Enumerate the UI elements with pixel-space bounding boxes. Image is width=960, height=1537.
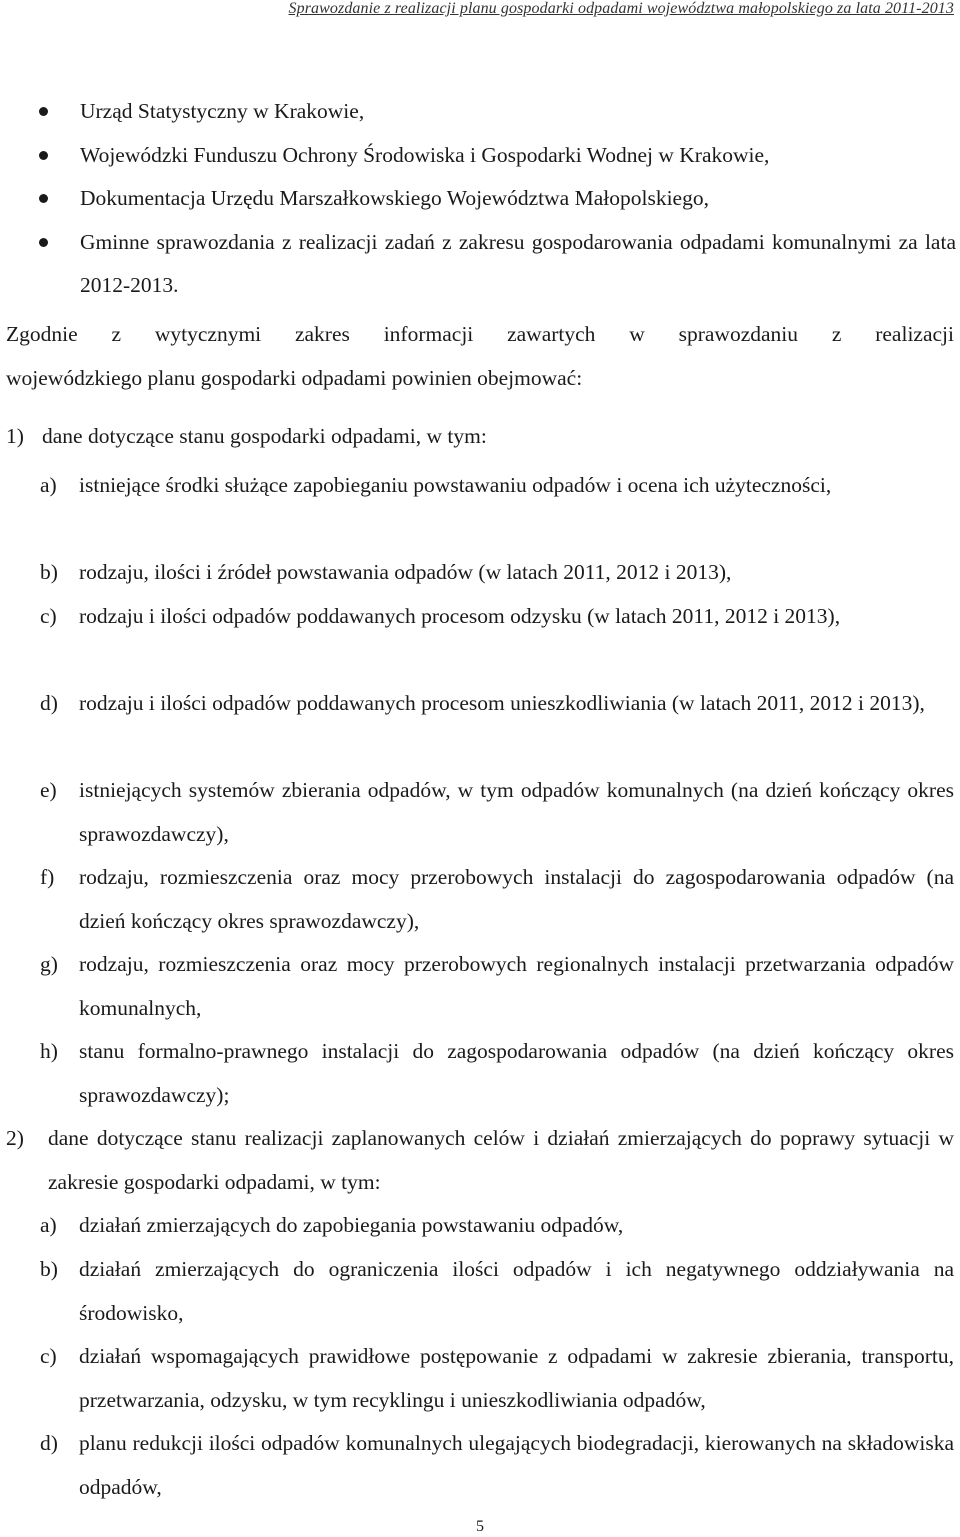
item-label: d) xyxy=(40,691,58,715)
list-item xyxy=(40,551,954,595)
item-label: c) xyxy=(40,604,57,628)
item-label: c) xyxy=(40,1344,57,1368)
page-number: 5 xyxy=(476,1518,484,1535)
intro-line: Zgodnie z wytycznymi zakres informacji zawartych w sprawozdaniu z realizacji xyxy=(6,322,954,346)
list-item xyxy=(40,595,954,639)
list-item: Wojewódzki Funduszu Ochrony Środowiska i Gospodarki Wodnej w Krakowie, xyxy=(0,134,960,178)
list-item xyxy=(40,1335,954,1422)
item-text: działań wspomagających prawidłowe postępowanie z odpadami w zakresie zbierania, transportu, przetwarzania, odzysku, w tym recyklingu i unieszkodliwiania odpadów, xyxy=(79,1344,954,1412)
section-text: dane dotyczące stanu gospodarki odpadami, w tym: xyxy=(42,424,487,448)
item-label: b) xyxy=(40,560,58,584)
section-label: 1) xyxy=(6,424,24,448)
list-item xyxy=(40,943,954,1030)
item-label: e) xyxy=(40,778,57,802)
list-item: Dokumentacja Urzędu Marszałkowskiego Województwa Małopolskiego, xyxy=(0,177,960,221)
item-text: rodzaju, rozmieszczenia oraz mocy przerobowych instalacji do zagospodarowania odpadów (na dzień kończący okres sprawozdawczy), xyxy=(79,865,954,933)
item-text: działań zmierzających do zapobiegania powstawaniu odpadów, xyxy=(79,1213,624,1237)
section-1-heading xyxy=(6,415,954,459)
item-text: istniejące środki służące zapobieganiu powstawaniu odpadów i ocena ich użyteczności, xyxy=(79,473,832,497)
list-item xyxy=(40,1030,954,1117)
sources-list xyxy=(0,90,960,308)
intro-paragraph xyxy=(6,313,954,400)
item-label: a) xyxy=(40,1213,57,1237)
section-label: 2) xyxy=(6,1126,24,1150)
item-label: b) xyxy=(40,1257,58,1281)
item-label: g) xyxy=(40,952,58,976)
list-item: Gminne sprawozdania z realizacji zadań z zakresu gospodarowania odpadami komunalnymi za lata 2012-2013. xyxy=(0,221,960,308)
section-text: dane dotyczące stanu realizacji zaplanowanych celów i działań zmierzających do poprawy sytuacji w zakresie gospodarki odpadami, w tym: xyxy=(48,1126,954,1194)
list-item xyxy=(40,464,954,508)
item-text: planu redukcji ilości odpadów komunalnych ulegających biodegradacji, kierowanych na składowiska odpadów, xyxy=(79,1431,954,1499)
list-item: Urząd Statystyczny w Krakowie, xyxy=(0,90,960,134)
item-label: d) xyxy=(40,1431,58,1455)
item-text: rodzaju i ilości odpadów poddawanych procesom odzysku (w latach 2011, 2012 i 2013), xyxy=(79,604,841,628)
section-2-heading xyxy=(6,1117,954,1204)
item-label: a) xyxy=(40,473,57,497)
list-item xyxy=(40,1422,954,1509)
list-item xyxy=(40,1204,954,1248)
list-item xyxy=(40,856,954,943)
item-text: istniejących systemów zbierania odpadów, w tym odpadów komunalnych (na dzień kończący okres sprawozdawczy), xyxy=(79,778,954,846)
item-text: działań zmierzających do ograniczenia ilości odpadów i ich negatywnego oddziaływania na środowisko, xyxy=(79,1257,954,1325)
item-text: rodzaju, ilości i źródeł powstawania odpadów (w latach 2011, 2012 i 2013), xyxy=(79,560,732,584)
intro-line: wojewódzkiego planu gospodarki odpadami powinien obejmować: xyxy=(6,365,583,390)
item-label: h) xyxy=(40,1039,58,1063)
item-text: rodzaju i ilości odpadów poddawanych procesom unieszkodliwiania (w latach 2011, 2012 i 2013), xyxy=(79,691,925,715)
item-label: f) xyxy=(40,865,55,889)
list-item xyxy=(40,769,954,856)
list-item xyxy=(40,682,954,726)
running-header: Sprawozdanie z realizacji planu gospodarki odpadami województwa małopolskiego za lata 2011-2013 xyxy=(288,0,954,17)
item-text: rodzaju, rozmieszczenia oraz mocy przerobowych regionalnych instalacji przetwarzania odpadów komunalnych, xyxy=(79,952,954,1020)
item-text: stanu formalno-prawnego instalacji do zagospodarowania odpadów (na dzień kończący okres sprawozdawczy); xyxy=(79,1039,954,1107)
list-item xyxy=(40,1248,954,1335)
